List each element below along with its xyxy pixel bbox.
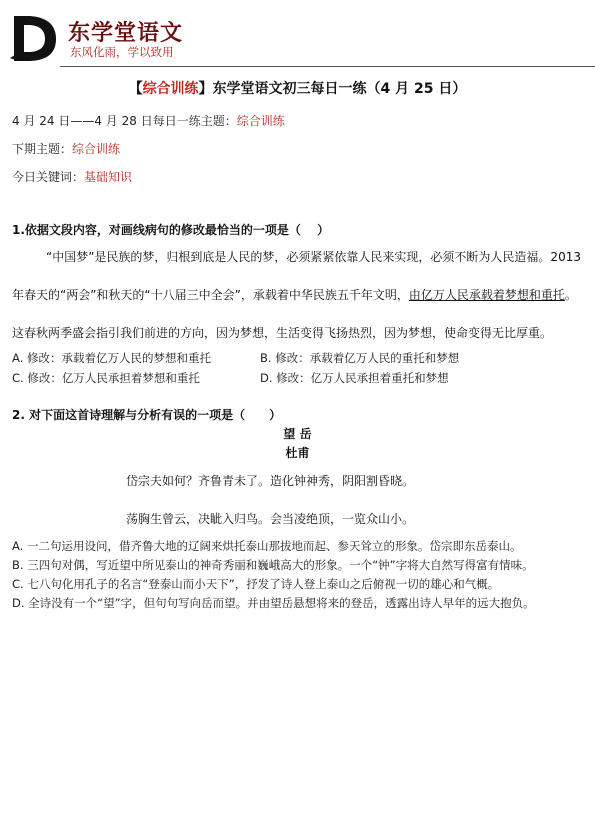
meta-next-label: 下期主题： — [12, 142, 73, 156]
q2-option-b: B. 三四句对偶，写近望中所见泰山的神奇秀丽和巍峨高大的形象。一个“钟”字将大自然写得富有情味。 — [12, 558, 534, 572]
meta-range — [12, 112, 285, 129]
question-1-heading: 1.依据文段内容，对画线病句的修改最恰当的一项是（ ） — [12, 223, 330, 237]
poem-line-2: 荡胸生曾云，决眦入归鸟。会当凌绝顶，一览众山小。 — [126, 512, 415, 526]
passage-line-2-post: 。 — [564, 288, 577, 302]
meta-range-label: 4 月 24 日——4 月 28 日每日一练主题： — [12, 114, 237, 128]
meta-next-value: 综合训练 — [72, 142, 121, 156]
q2-option-a: A. 一二句运用设问，借齐鲁大地的辽阔来烘托泰山那拔地而起、参天耸立的形象。岱宗即东岳泰山。 — [12, 539, 522, 553]
passage-line-1: “中国梦”是民族的梦，归根到底是人民的梦，必须紧紧依靠人民来实现，必须不断为人民造福。2013 — [46, 250, 581, 264]
brand-name: 东学堂语文 — [68, 20, 184, 46]
title-rest: 东学堂语文初三每日一练（4 月 25 日） — [212, 81, 467, 97]
meta-keyword-value: 基础知识 — [84, 170, 133, 184]
title-bracket-close: 】 — [198, 81, 213, 97]
q1-option-a: A. 修改：承载着亿万人民的梦想和重托 — [12, 351, 211, 365]
meta-keyword-label: 今日关键词： — [12, 170, 85, 184]
meta-range-value: 综合训练 — [236, 114, 285, 128]
poem-line-1: 岱宗夫如何？齐鲁青未了。造化钟神秀，阴阳割昏晓。 — [126, 474, 415, 488]
title-bracket-open: 【 — [128, 81, 143, 97]
logo-icon — [8, 12, 60, 64]
meta-keyword — [12, 168, 132, 185]
brand-slogan: 东风化雨，学以致用 — [70, 45, 174, 59]
title-topic: 综合训练 — [142, 81, 199, 97]
page-title — [0, 78, 595, 98]
q2-option-d: D. 全诗没有一个“望”字，但句句写向岳而望。并由望岳悬想将来的登岳，透露出诗人早年的远大抱负。 — [12, 596, 535, 610]
q1-option-b: B. 修改：承载着亿万人民的重托和梦想 — [260, 351, 460, 365]
poem-author: 杜甫 — [285, 446, 310, 460]
passage-line-3: 这春秋两季盛会指引我们前进的方向，因为梦想，生活变得飞扬热烈，因为梦想，使命变得无比厚重。 — [12, 326, 553, 340]
q2-option-c: C. 七八句化用孔子的名言“登泰山而小天下”，抒发了诗人登上泰山之后俯视一切的雄心和气概。 — [12, 577, 500, 591]
header — [0, 0, 595, 68]
passage-line-2 — [12, 286, 577, 303]
q1-option-c: C. 修改：亿万人民承担着梦想和重托 — [12, 371, 200, 385]
underlined-sentence: 由亿万人民承载着梦想和重托 — [408, 288, 565, 302]
q1-option-d: D. 修改：亿万人民承担着重托和梦想 — [260, 371, 449, 385]
passage-line-2-pre: 年春天的“两会”和秋天的“十八届三中全会”，承载着中华民族五千年文明， — [12, 288, 409, 302]
question-2-heading: 2. 对下面这首诗理解与分析有误的一项是（ ） — [12, 408, 282, 422]
header-divider — [60, 66, 595, 67]
meta-next — [12, 140, 120, 157]
poem-title: 望 岳 — [283, 427, 312, 441]
